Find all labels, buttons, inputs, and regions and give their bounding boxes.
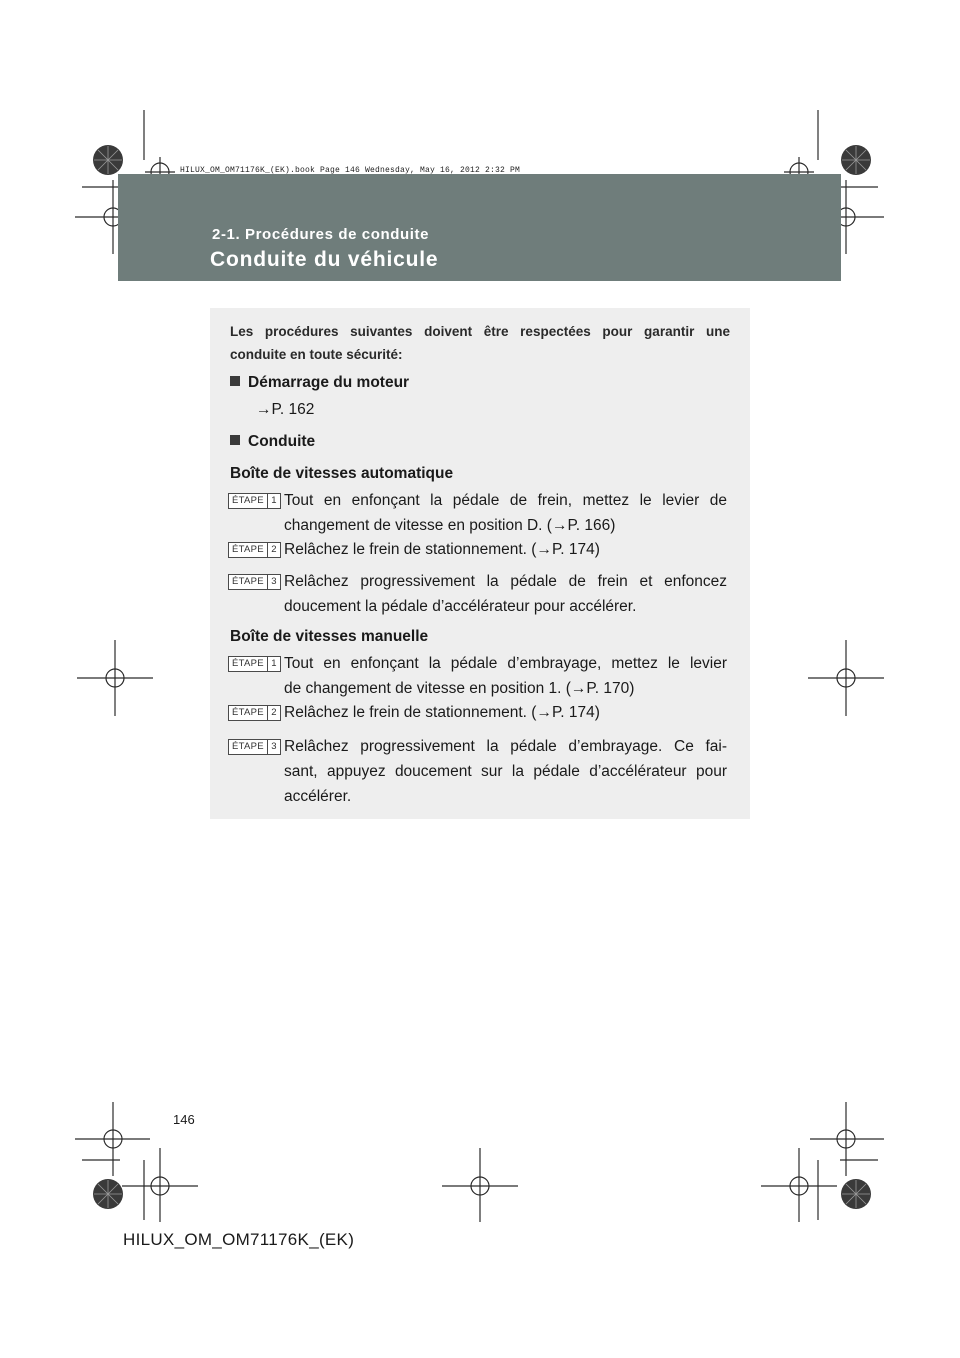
document-code: HILUX_OM_OM71176K_(EK) (123, 1230, 355, 1249)
step-text: Tout en enfonçant la pédale de frein, mettez le levier de changement de vitesse en position D. (→P. 166) (284, 492, 727, 534)
step-text: Relâchez progressivement la pédale d’embrayage. Ce fai- sant, appuyez doucement sur la pédale d’accélérateur pour accélérer. (284, 738, 727, 805)
heading-engine-start (230, 374, 409, 392)
square-bullet-icon (230, 376, 240, 386)
step-text: Relâchez progressivement la pédale de frein et enfoncez doucement la pédale d’accélérateur pour accélérer. (284, 573, 727, 615)
section-label: 2-1. Procédures de conduite (212, 226, 430, 243)
page-number: 146 (173, 1112, 195, 1127)
step-badge: ÉTAPE 1 (228, 656, 281, 672)
step-text: Relâchez le frein de stationnement. (→P. 174) (284, 541, 600, 558)
page-reference: →P. 162 (256, 401, 315, 418)
heading-driving-label: Conduite (248, 433, 316, 450)
step-badge: ÉTAPE 3 (228, 574, 281, 590)
subheading-manual: Boîte de vitesses manuelle (230, 628, 429, 645)
print-info-line: HILUX_OM_OM71176K_(EK).book Page 146 Wednesday, May 16, 2012 2:32 PM (180, 166, 521, 175)
step-text: Relâchez le frein de stationnement. (→P. 174) (284, 704, 600, 721)
step-badge: ÉTAPE 2 (228, 542, 281, 558)
heading-driving (230, 433, 315, 451)
step-badge: ÉTAPE 1 (228, 493, 281, 509)
heading-engine-start-label: Démarrage du moteur (248, 374, 410, 391)
step-badge: ÉTAPE 3 (228, 739, 281, 755)
step-text: Tout en enfonçant la pédale d’embrayage, mettez le levier de changement de vitesse en position 1. (→P. 170) (284, 655, 727, 697)
subheading-automatic: Boîte de vitesses automatique (230, 465, 454, 482)
intro-line-2: conduite en toute sécurité: (230, 347, 403, 362)
page-title: Conduite du véhicule (210, 248, 439, 271)
intro-text (230, 320, 730, 366)
intro-line-1: Les procédures suivantes doivent être respectées pour garantir une (230, 324, 730, 339)
step-badge: ÉTAPE 2 (228, 705, 281, 721)
square-bullet-icon (230, 435, 240, 445)
